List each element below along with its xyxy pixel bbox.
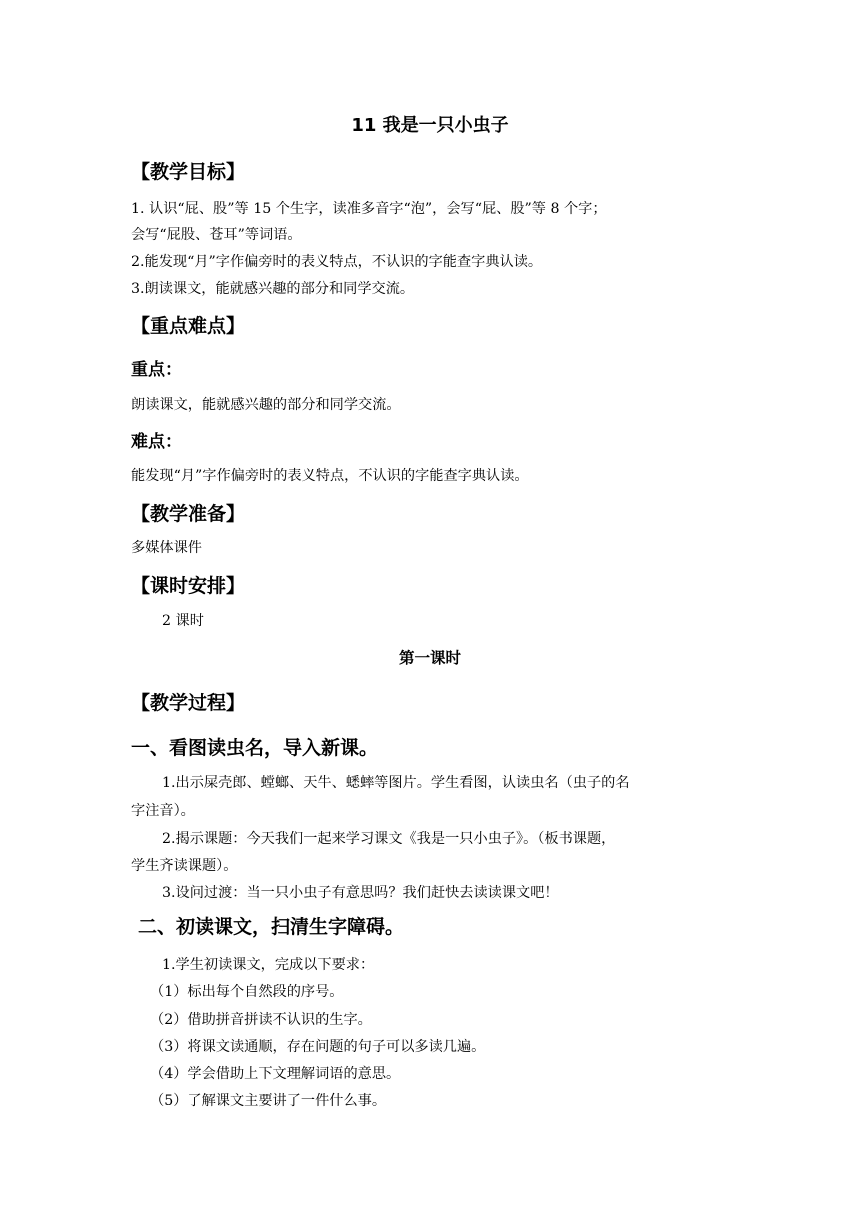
section-1-line-5: 3.设问过渡：当一只小虫子有意思吗？我们赶快去读读课文吧！ [162, 885, 559, 901]
section-2-item-2: （2）借助拼音拼读不认识的生字。 [150, 1012, 372, 1028]
section-1-line-2: 字注音）。 [131, 803, 195, 819]
preparation-text: 多媒体课件 [131, 540, 202, 556]
objective-line-3: 2.能发现“月”字作偏旁时的表义特点，不认识的字能查字典认读。 [131, 254, 543, 270]
key-point-text: 朗读课文，能就感兴趣的部分和同学交流。 [131, 397, 401, 413]
section-1-line-4: 学生齐读课题）。 [131, 858, 238, 874]
section-1-heading: 一、看图读虫名，导入新课。 [131, 737, 379, 759]
document-title: 11 我是一只小虫子 [351, 115, 509, 136]
heading-objectives: 【教学目标】 [131, 161, 246, 183]
lesson-subtitle: 第一课时 [398, 649, 461, 667]
heading-process: 【教学过程】 [131, 692, 246, 714]
schedule-text: 2 课时 [162, 613, 204, 629]
heading-key-difficult: 【重点难点】 [131, 315, 246, 337]
section-2-heading: 二、初读课文，扫清生字障碍。 [138, 916, 405, 938]
section-2-item-5: （5）了解课文主要讲了一件什么事。 [150, 1093, 387, 1109]
section-2-line-1: 1.学生初读课文，完成以下要求： [162, 957, 375, 973]
difficult-point-label: 难点： [131, 432, 182, 452]
heading-preparation: 【教学准备】 [131, 503, 246, 525]
heading-schedule: 【课时安排】 [131, 575, 246, 597]
key-point-label: 重点： [131, 360, 182, 380]
section-2-item-4: （4）学会借助上下文理解词语的意思。 [150, 1066, 401, 1082]
objective-line-1: 1. 认识“屁、股”等 15 个生字，读准多音字“泡”，会写“屁、股”等 8 个字； [131, 201, 607, 217]
section-1-line-1: 1.出示屎壳郎、螳螂、天牛、蟋蟀等图片。学生看图，认读虫名（虫子的名 [162, 775, 630, 791]
section-2-item-1: （1）标出每个自然段的序号。 [150, 984, 344, 1000]
section-2-item-3: （3）将课文读通顺，存在问题的句子可以多读几遍。 [150, 1039, 486, 1055]
objective-line-2: 会写“屁股、苍耳”等词语。 [131, 227, 302, 243]
objective-line-4: 3.朗读课文，能就感兴趣的部分和同学交流。 [131, 281, 415, 297]
difficult-point-text: 能发现“月”字作偏旁时的表义特点，不认识的字能查字典认读。 [131, 468, 529, 484]
section-1-line-3: 2.揭示课题：今天我们一起来学习课文《我是一只小虫子》。（板书课题， [162, 831, 616, 847]
